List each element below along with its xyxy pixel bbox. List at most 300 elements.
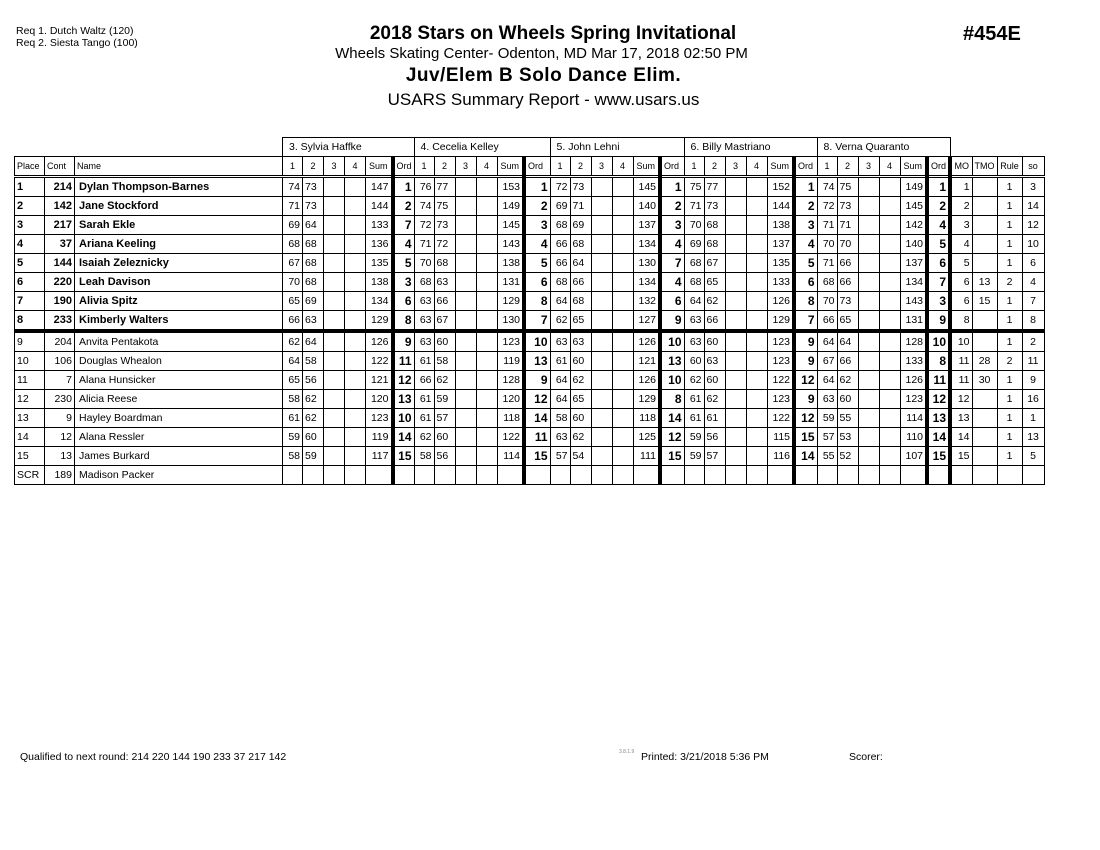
score-1-cell: 61 <box>414 352 434 371</box>
score-2-cell: 57 <box>434 409 455 428</box>
ordinal-cell: 7 <box>660 254 684 273</box>
contestant-number-cell: 7 <box>45 371 75 390</box>
score-3-cell <box>858 352 879 371</box>
score-1-cell: 62 <box>550 311 570 332</box>
col-header-s4: 4 <box>879 157 900 177</box>
score-3-cell <box>725 235 746 254</box>
score-4-cell <box>612 409 633 428</box>
skate-order-cell: 9 <box>1022 371 1044 390</box>
contestant-number-cell: 37 <box>45 235 75 254</box>
score-4-cell <box>476 447 497 466</box>
sum-cell: 129 <box>366 311 393 332</box>
score-2-cell: 63 <box>303 311 324 332</box>
score-4-cell <box>746 390 767 409</box>
place-cell: 15 <box>15 447 45 466</box>
scorer-label: Scorer: <box>849 751 883 763</box>
score-2-cell: 62 <box>704 292 725 311</box>
score-4-cell <box>746 292 767 311</box>
sum-cell: 123 <box>767 331 794 352</box>
contestant-number-cell: 233 <box>45 311 75 332</box>
sum-cell: 111 <box>633 447 660 466</box>
ordinal-cell: 12 <box>393 371 415 390</box>
header-blank-box <box>950 138 1044 157</box>
score-2-cell: 66 <box>704 311 725 332</box>
table-row <box>15 371 1045 390</box>
version-label: 3.8.1.9 <box>619 749 635 755</box>
score-1-cell: 63 <box>550 331 570 352</box>
ordinal-cell: 4 <box>927 216 950 235</box>
score-4-cell <box>345 447 366 466</box>
score-4-cell <box>612 390 633 409</box>
score-3-cell <box>324 254 345 273</box>
rule-cell: 1 <box>997 177 1022 197</box>
judge-name-4: 6. Billy Mastriano <box>684 138 817 157</box>
ordinal-cell: 9 <box>393 331 415 352</box>
score-2-cell: 63 <box>704 352 725 371</box>
score-2-cell: 64 <box>303 216 324 235</box>
skate-order-cell: 14 <box>1022 197 1044 216</box>
score-4-cell <box>879 292 900 311</box>
ordinal-cell: 15 <box>794 428 817 447</box>
score-3-cell <box>455 216 476 235</box>
score-4-cell <box>746 235 767 254</box>
score-4-cell <box>746 352 767 371</box>
score-3-cell <box>324 235 345 254</box>
score-3-cell <box>455 273 476 292</box>
ordinal-cell: 10 <box>393 409 415 428</box>
score-2-cell: 71 <box>837 216 858 235</box>
place-cell: 6 <box>15 273 45 292</box>
score-1-cell: 61 <box>550 352 570 371</box>
sum-cell: 145 <box>633 177 660 197</box>
score-3-cell <box>324 311 345 332</box>
score-3-cell <box>591 311 612 332</box>
total-majority-ordinal-cell <box>972 311 997 332</box>
sum-cell: 129 <box>767 311 794 332</box>
total-majority-ordinal-cell: 15 <box>972 292 997 311</box>
venue-line: Wheels Skating Center- Odenton, MD Mar 17, 2018 02:50 PM <box>335 45 748 62</box>
contestant-number-cell: 217 <box>45 216 75 235</box>
score-1-cell: 58 <box>283 390 303 409</box>
score-2-cell: 68 <box>570 235 591 254</box>
ordinal-cell <box>794 466 817 485</box>
score-3-cell <box>725 177 746 197</box>
col-header-s3: 3 <box>858 157 879 177</box>
score-4-cell <box>345 466 366 485</box>
score-4-cell <box>345 390 366 409</box>
score-2-cell: 65 <box>570 311 591 332</box>
score-1-cell: 62 <box>414 428 434 447</box>
score-3-cell <box>591 177 612 197</box>
score-3-cell <box>591 466 612 485</box>
score-3-cell <box>591 254 612 273</box>
score-1-cell: 71 <box>817 254 837 273</box>
sum-cell: 135 <box>767 254 794 273</box>
col-header-ord: Ord <box>794 157 817 177</box>
place-cell: 3 <box>15 216 45 235</box>
score-4-cell <box>345 254 366 273</box>
score-3-cell <box>324 197 345 216</box>
score-3-cell <box>591 235 612 254</box>
place-cell: 4 <box>15 235 45 254</box>
score-1-cell: 61 <box>684 390 704 409</box>
sum-cell: 131 <box>900 311 927 332</box>
score-3-cell <box>725 371 746 390</box>
col-header-s2: 2 <box>434 157 455 177</box>
ordinal-cell: 9 <box>524 371 550 390</box>
score-2-cell: 56 <box>434 447 455 466</box>
sum-cell: 118 <box>497 409 524 428</box>
sum-cell: 149 <box>497 197 524 216</box>
score-3-cell <box>858 177 879 197</box>
sum-cell: 120 <box>366 390 393 409</box>
place-cell: 5 <box>15 254 45 273</box>
rule-cell: 1 <box>997 390 1022 409</box>
sum-cell: 130 <box>633 254 660 273</box>
sum-cell <box>633 466 660 485</box>
skater-name-cell: Isaiah Zeleznicky <box>75 254 283 273</box>
score-1-cell <box>414 466 434 485</box>
skater-name-cell: Anvita Pentakota <box>75 331 283 352</box>
table-row <box>15 273 1045 292</box>
score-4-cell <box>879 409 900 428</box>
score-4-cell <box>879 428 900 447</box>
score-4-cell <box>345 197 366 216</box>
ordinal-cell <box>524 466 550 485</box>
rule-cell: 1 <box>997 311 1022 332</box>
col-header-sum: Sum <box>497 157 524 177</box>
skater-name-cell: Alicia Reese <box>75 390 283 409</box>
skater-name-cell: Sarah Ekle <box>75 216 283 235</box>
skater-name-cell: Alivia Spitz <box>75 292 283 311</box>
score-3-cell <box>455 371 476 390</box>
score-2-cell: 73 <box>704 197 725 216</box>
table-row <box>15 311 1045 332</box>
score-4-cell <box>476 331 497 352</box>
ordinal-cell: 3 <box>927 292 950 311</box>
sum-cell: 133 <box>767 273 794 292</box>
sum-cell: 123 <box>366 409 393 428</box>
score-3-cell <box>858 292 879 311</box>
score-2-cell: 68 <box>303 273 324 292</box>
total-majority-ordinal-cell <box>972 197 997 216</box>
table-row <box>15 235 1045 254</box>
skater-name-cell: Madison Packer <box>75 466 283 485</box>
majority-ordinal-cell: 14 <box>950 428 972 447</box>
skate-order-cell: 5 <box>1022 447 1044 466</box>
rule-cell: 1 <box>997 428 1022 447</box>
sum-cell: 114 <box>497 447 524 466</box>
sum-cell: 134 <box>366 292 393 311</box>
event-title: Juv/Elem B Solo Dance Elim. <box>405 65 682 86</box>
skate-order-cell: 10 <box>1022 235 1044 254</box>
score-2-cell: 62 <box>570 371 591 390</box>
ordinal-cell: 15 <box>927 447 950 466</box>
sum-cell <box>497 466 524 485</box>
contestant-number-cell: 13 <box>45 447 75 466</box>
sum-cell: 117 <box>366 447 393 466</box>
score-2-cell: 70 <box>837 235 858 254</box>
score-1-cell: 66 <box>414 371 434 390</box>
score-3-cell <box>455 197 476 216</box>
sum-cell: 128 <box>497 371 524 390</box>
score-4-cell <box>476 292 497 311</box>
score-1-cell: 71 <box>283 197 303 216</box>
score-4-cell <box>879 447 900 466</box>
ordinal-cell: 6 <box>524 273 550 292</box>
majority-ordinal-cell: 8 <box>950 311 972 332</box>
majority-ordinal-cell: 3 <box>950 216 972 235</box>
score-1-cell: 59 <box>684 447 704 466</box>
score-1-cell: 68 <box>414 273 434 292</box>
score-1-cell: 57 <box>817 428 837 447</box>
score-2-cell: 71 <box>570 197 591 216</box>
score-1-cell: 70 <box>817 235 837 254</box>
score-4-cell <box>612 177 633 197</box>
score-2-cell: 60 <box>704 331 725 352</box>
score-1-cell: 64 <box>550 371 570 390</box>
sum-cell: 129 <box>633 390 660 409</box>
score-2-cell: 62 <box>704 390 725 409</box>
score-1-cell: 61 <box>283 409 303 428</box>
score-3-cell <box>324 466 345 485</box>
sum-cell: 143 <box>497 235 524 254</box>
score-3-cell <box>858 331 879 352</box>
ordinal-cell: 7 <box>794 311 817 332</box>
ordinal-cell: 3 <box>660 216 684 235</box>
score-3-cell <box>725 409 746 428</box>
skate-order-cell: 11 <box>1022 352 1044 371</box>
score-2-cell: 64 <box>570 254 591 273</box>
score-1-cell <box>684 466 704 485</box>
requirement-1: Req 1. Dutch Waltz (120) <box>16 25 134 37</box>
contestant-number-cell: 189 <box>45 466 75 485</box>
rule-cell: 1 <box>997 447 1022 466</box>
score-3-cell <box>591 352 612 371</box>
score-3-cell <box>455 428 476 447</box>
sum-cell <box>366 466 393 485</box>
score-1-cell: 68 <box>283 235 303 254</box>
score-3-cell <box>858 428 879 447</box>
score-3-cell <box>858 466 879 485</box>
score-1-cell: 58 <box>414 447 434 466</box>
ordinal-cell: 9 <box>660 311 684 332</box>
score-3-cell <box>324 292 345 311</box>
score-4-cell <box>476 273 497 292</box>
skater-name-cell: Leah Davison <box>75 273 283 292</box>
sum-cell: 138 <box>767 216 794 235</box>
score-1-cell: 70 <box>283 273 303 292</box>
score-2-cell: 66 <box>837 352 858 371</box>
score-3-cell <box>858 254 879 273</box>
score-1-cell: 69 <box>550 197 570 216</box>
sum-cell: 114 <box>900 409 927 428</box>
score-3-cell <box>455 409 476 428</box>
ordinal-cell: 8 <box>794 292 817 311</box>
ordinal-cell: 11 <box>524 428 550 447</box>
score-3-cell <box>725 466 746 485</box>
score-3-cell <box>455 177 476 197</box>
score-3-cell <box>455 331 476 352</box>
score-1-cell: 58 <box>550 409 570 428</box>
score-2-cell: 67 <box>434 311 455 332</box>
ordinal-cell <box>660 466 684 485</box>
contestant-number-cell: 142 <box>45 197 75 216</box>
score-3-cell <box>455 390 476 409</box>
score-4-cell <box>612 447 633 466</box>
score-4-cell <box>612 428 633 447</box>
score-2-cell: 73 <box>303 197 324 216</box>
sum-cell: 123 <box>900 390 927 409</box>
skater-name-cell: Alana Hunsicker <box>75 371 283 390</box>
score-1-cell: 68 <box>550 273 570 292</box>
col-header-so: so <box>1022 157 1044 177</box>
ordinal-cell: 12 <box>524 390 550 409</box>
ordinal-cell: 4 <box>393 235 415 254</box>
score-1-cell: 67 <box>283 254 303 273</box>
score-2-cell: 60 <box>570 352 591 371</box>
sum-cell: 142 <box>900 216 927 235</box>
ordinal-cell: 14 <box>524 409 550 428</box>
score-1-cell: 74 <box>817 177 837 197</box>
col-header-name: Name <box>75 157 283 177</box>
sum-cell: 134 <box>633 273 660 292</box>
majority-ordinal-cell: 11 <box>950 352 972 371</box>
score-1-cell: 63 <box>684 331 704 352</box>
ordinal-cell: 1 <box>927 177 950 197</box>
col-header-s4: 4 <box>345 157 366 177</box>
score-3-cell <box>324 177 345 197</box>
score-2-cell: 59 <box>303 447 324 466</box>
ordinal-cell: 14 <box>794 447 817 466</box>
col-header-s3: 3 <box>725 157 746 177</box>
score-3-cell <box>455 254 476 273</box>
ordinal-cell: 5 <box>794 254 817 273</box>
score-1-cell: 76 <box>414 177 434 197</box>
score-1-cell: 64 <box>684 292 704 311</box>
score-3-cell <box>591 428 612 447</box>
skater-name-cell: Kimberly Walters <box>75 311 283 332</box>
majority-ordinal-cell: 5 <box>950 254 972 273</box>
score-3-cell <box>324 216 345 235</box>
score-1-cell: 64 <box>817 331 837 352</box>
rule-cell: 1 <box>997 371 1022 390</box>
score-2-cell: 65 <box>704 273 725 292</box>
score-1-cell: 64 <box>550 390 570 409</box>
score-3-cell <box>591 371 612 390</box>
score-3-cell <box>455 235 476 254</box>
skate-order-cell: 8 <box>1022 311 1044 332</box>
ordinal-cell: 3 <box>524 216 550 235</box>
contestant-number-cell: 230 <box>45 390 75 409</box>
score-3-cell <box>591 216 612 235</box>
score-4-cell <box>476 254 497 273</box>
score-4-cell <box>476 177 497 197</box>
score-2-cell <box>704 466 725 485</box>
total-majority-ordinal-cell: 28 <box>972 352 997 371</box>
table-row <box>15 428 1045 447</box>
ordinal-cell: 15 <box>660 447 684 466</box>
sum-cell: 153 <box>497 177 524 197</box>
score-4-cell <box>476 390 497 409</box>
sum-cell: 143 <box>900 292 927 311</box>
contestant-number-cell: 9 <box>45 409 75 428</box>
ordinal-cell: 4 <box>524 235 550 254</box>
score-1-cell: 62 <box>283 331 303 352</box>
sum-cell: 138 <box>366 273 393 292</box>
ordinal-cell: 12 <box>927 390 950 409</box>
ordinal-cell: 1 <box>794 177 817 197</box>
col-header-s2: 2 <box>570 157 591 177</box>
score-3-cell <box>455 352 476 371</box>
score-2-cell: 53 <box>837 428 858 447</box>
ordinal-cell: 13 <box>393 390 415 409</box>
skate-order-cell: 2 <box>1022 331 1044 352</box>
rule-cell: 1 <box>997 292 1022 311</box>
score-2-cell: 61 <box>704 409 725 428</box>
score-1-cell: 61 <box>414 409 434 428</box>
score-2-cell <box>570 466 591 485</box>
score-2-cell: 62 <box>303 409 324 428</box>
score-4-cell <box>746 371 767 390</box>
score-3-cell <box>455 292 476 311</box>
col-header-ord: Ord <box>524 157 550 177</box>
score-2-cell: 73 <box>837 197 858 216</box>
report-title: USARS Summary Report - www.usars.us <box>387 90 700 109</box>
score-4-cell <box>612 254 633 273</box>
score-2-cell: 63 <box>570 331 591 352</box>
score-2-cell: 66 <box>570 273 591 292</box>
score-1-cell: 66 <box>550 235 570 254</box>
ordinal-cell: 14 <box>393 428 415 447</box>
table-row <box>15 331 1045 352</box>
place-cell: 10 <box>15 352 45 371</box>
col-header-sum: Sum <box>633 157 660 177</box>
skater-name-cell: James Burkard <box>75 447 283 466</box>
score-3-cell <box>858 390 879 409</box>
score-1-cell: 71 <box>414 235 434 254</box>
contestant-number-cell: 144 <box>45 254 75 273</box>
ordinal-cell: 9 <box>794 331 817 352</box>
score-2-cell: 52 <box>837 447 858 466</box>
ordinal-cell: 1 <box>660 177 684 197</box>
score-2-cell: 73 <box>434 216 455 235</box>
score-2-cell <box>837 466 858 485</box>
score-1-cell <box>817 466 837 485</box>
score-4-cell <box>879 352 900 371</box>
score-4-cell <box>879 466 900 485</box>
ordinal-cell: 12 <box>794 409 817 428</box>
ordinal-cell: 6 <box>660 292 684 311</box>
place-cell: 12 <box>15 390 45 409</box>
score-2-cell: 68 <box>303 254 324 273</box>
col-header-cont: Cont <box>45 157 75 177</box>
rule-cell: 1 <box>997 235 1022 254</box>
ordinal-cell: 4 <box>794 235 817 254</box>
score-4-cell <box>746 273 767 292</box>
ordinal-cell: 7 <box>393 216 415 235</box>
sum-cell: 135 <box>366 254 393 273</box>
col-header-s1: 1 <box>550 157 570 177</box>
score-3-cell <box>725 254 746 273</box>
sum-cell: 123 <box>767 352 794 371</box>
score-1-cell: 61 <box>684 409 704 428</box>
score-2-cell: 69 <box>570 216 591 235</box>
score-1-cell: 58 <box>283 447 303 466</box>
score-2-cell <box>434 466 455 485</box>
score-4-cell <box>345 235 366 254</box>
contestant-number-cell: 220 <box>45 273 75 292</box>
